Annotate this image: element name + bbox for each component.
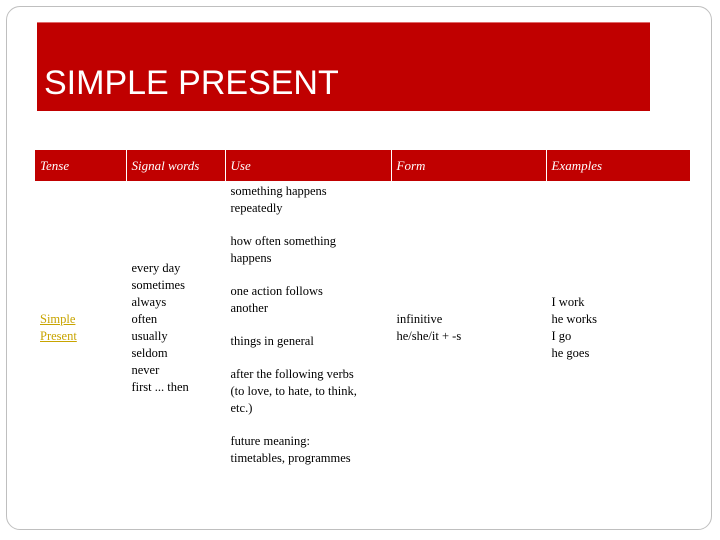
signal-word: every day xyxy=(131,261,181,275)
use-line: future meaning: xyxy=(230,434,310,448)
header-use: Use xyxy=(225,150,391,181)
tense-table xyxy=(35,150,691,475)
example-line: I go xyxy=(551,329,572,343)
use-line: another xyxy=(230,301,268,315)
tense-link[interactable] xyxy=(40,311,122,345)
example-line: he works xyxy=(551,312,597,326)
title-bar xyxy=(37,22,650,111)
signal-words-cell xyxy=(126,181,225,475)
use-line: things in general xyxy=(230,334,314,348)
example-line: he goes xyxy=(551,346,590,360)
header-examples: Examples xyxy=(546,150,690,181)
tense-cell xyxy=(35,181,126,475)
header-tense: Tense xyxy=(35,150,126,181)
signal-word: always xyxy=(131,295,167,309)
header-signal-words: Signal words xyxy=(126,150,225,181)
signal-word: seldom xyxy=(131,346,168,360)
use-line: after the following verbs xyxy=(230,367,354,381)
signal-word: never xyxy=(131,363,160,377)
tense-link-line: Present xyxy=(40,329,77,343)
table-row xyxy=(35,181,690,475)
slide-title: SIMPLE PRESENT xyxy=(44,64,339,102)
use-line: one action follows xyxy=(230,284,323,298)
form-line: infinitive xyxy=(396,312,443,326)
form-line: he/she/it + -s xyxy=(396,329,462,343)
tense-link-line: Simple xyxy=(40,312,76,326)
use-line: how often something xyxy=(230,234,337,248)
use-line: etc.) xyxy=(230,401,253,415)
signal-word: first ... then xyxy=(131,380,189,394)
use-line: repeatedly xyxy=(230,201,283,215)
form-cell xyxy=(391,181,546,475)
use-line: timetables, programmes xyxy=(230,451,351,465)
signal-word: usually xyxy=(131,329,168,343)
use-line: happens xyxy=(230,251,272,265)
signal-word: sometimes xyxy=(131,278,185,292)
table-header-row xyxy=(35,150,690,181)
use-cell xyxy=(225,181,391,475)
examples-cell xyxy=(546,181,690,475)
header-form: Form xyxy=(391,150,546,181)
use-line: something happens xyxy=(230,184,327,198)
use-line: (to love, to hate, to think, xyxy=(230,384,357,398)
signal-word: often xyxy=(131,312,158,326)
example-line: I work xyxy=(551,295,585,309)
